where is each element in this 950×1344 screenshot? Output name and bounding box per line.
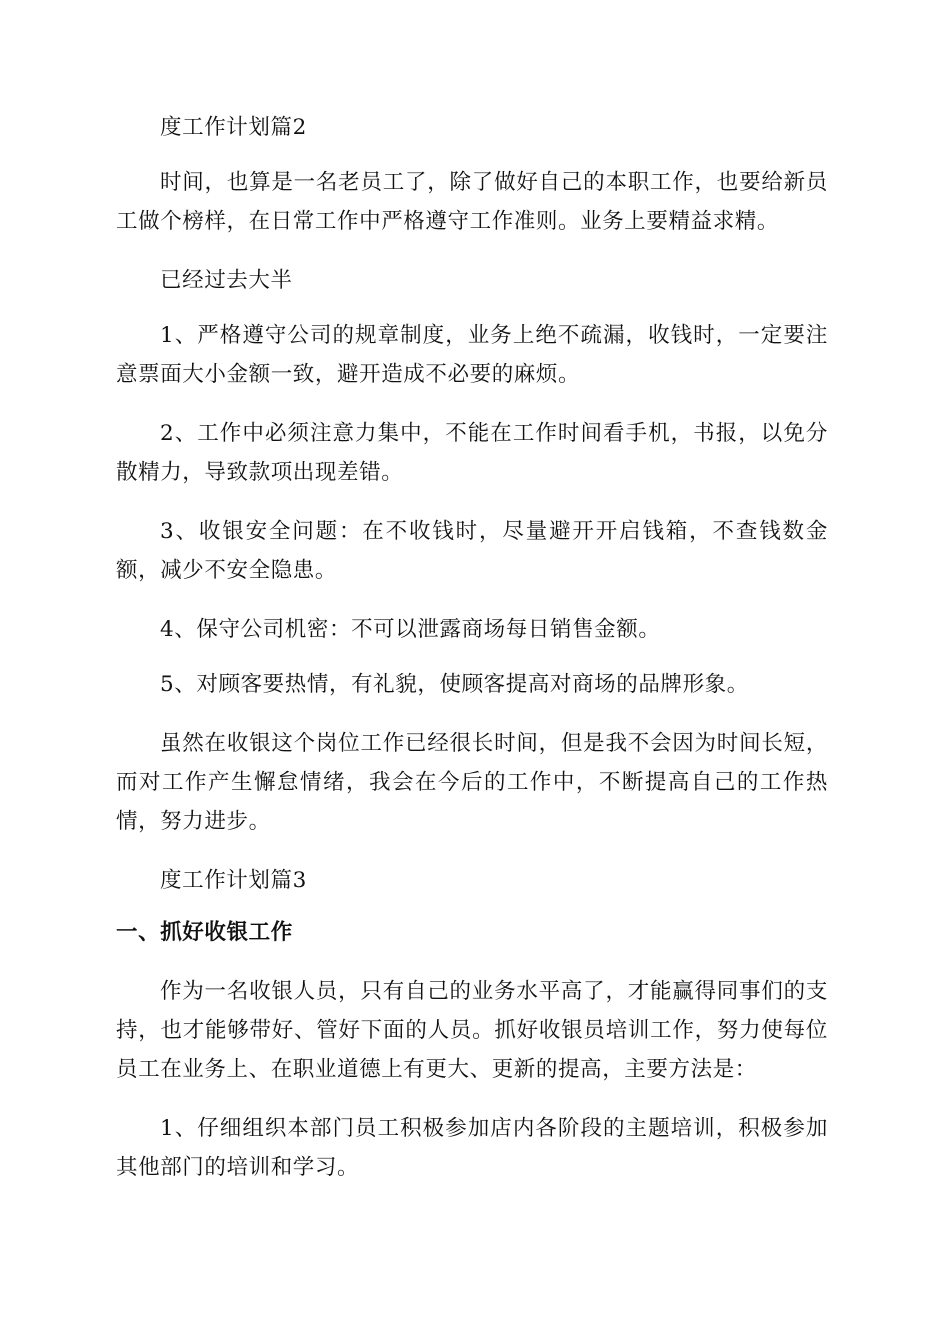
- paragraph: 作为一名收银人员，只有自己的业务水平高了，才能赢得同事们的支持，也才能够带好、管好下面的人员。抓好收银员培训工作，努力使每位员工在业务上、在职业道德上有更大、更新的提高，主要方法是：: [116, 979, 828, 1082]
- list-item: 2、工作中必须注意力集中，不能在工作时间看手机，书报，以免分散精力，导致款项出现差错。: [116, 421, 828, 485]
- paragraph: 时间，也算是一名老员工了，除了做好自己的本职工作，也要给新员工做个榜样，在日常工作中严格遵守工作准则。业务上要精益求精。: [116, 170, 828, 234]
- section-title-part3: 度工作计划篇3: [160, 868, 307, 893]
- section-title-part2: 度工作计划篇2: [160, 115, 307, 140]
- list-item: 3、收银安全问题：在不收钱时，尽量避开开启钱箱，不查钱数金额，减少不安全隐患。: [116, 519, 828, 583]
- paragraph: 已经过去大半: [160, 268, 293, 293]
- section-heading: 一、抓好收银工作: [116, 920, 293, 945]
- list-item: 4、保守公司机密：不可以泄露商场每日销售金额。: [160, 617, 661, 642]
- list-item: 5、对顾客要热情，有礼貌，使顾客提高对商场的品牌形象。: [160, 672, 749, 697]
- list-item: 1、仔细组织本部门员工积极参加店内各阶段的主题培训，积极参加其他部门的培训和学习。: [116, 1116, 828, 1180]
- paragraph: 虽然在收银这个岗位工作已经很长时间，但是我不会因为时间长短，而对工作产生懈怠情绪，我会在今后的工作中，不断提高自己的工作热情，努力进步。: [116, 731, 828, 834]
- document-page: [116, 108, 828, 1207]
- list-item: 1、严格遵守公司的规章制度，业务上绝不疏漏，收钱时，一定要注意票面大小金额一致，避开造成不必要的麻烦。: [116, 323, 828, 387]
